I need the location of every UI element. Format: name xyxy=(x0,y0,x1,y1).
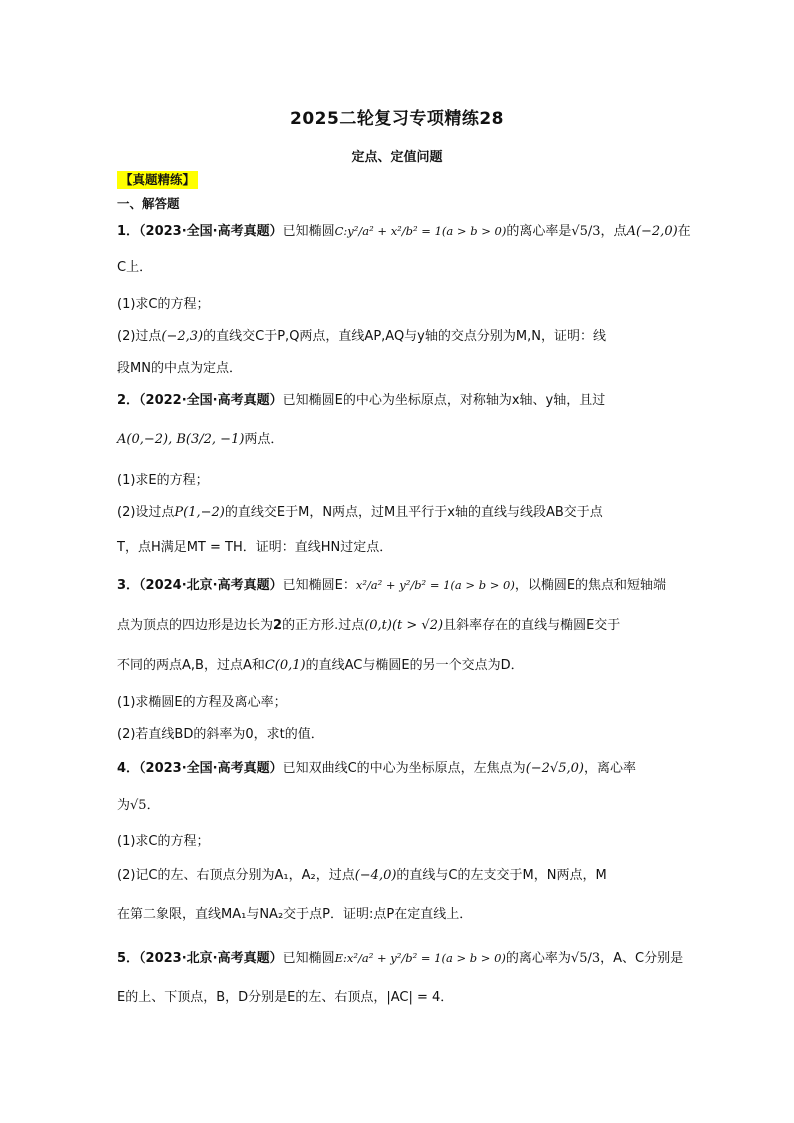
problem-3-question-2: (2)若直线BD的斜率为0，求t的值． xyxy=(117,727,324,742)
problem-4-line-1: 4．（2023·全国·高考真题）已知双曲线C的中心为坐标原点，左焦点为(−2√5,0)，离心率 xyxy=(117,761,636,776)
problem-number: 3． xyxy=(117,578,140,593)
problem-3-line-2: 点为顶点的四边形是边长为2的正方形.过点(0,t)(t > √2)且斜率存在的直线与椭圆E交于 xyxy=(117,618,621,633)
problem-source: （2023·北京·高考真题） xyxy=(139,951,283,966)
problem-1-question-2-cont: 段MN的中点为定点． xyxy=(117,361,242,376)
ellipse-equation: E:x²/a² + y²/b² = 1(a > b > 0) xyxy=(334,951,506,965)
problem-number: 1． xyxy=(117,224,140,239)
page-subtitle: 定点、定值问题 xyxy=(351,150,443,165)
problem-4-question-1: (1)求C的方程； xyxy=(117,834,210,849)
problem-2-question-2: (2)设过点P(1,−2)的直线交E于M，N两点，过M且平行于x轴的直线与线段AB交于点 xyxy=(117,505,603,520)
ellipse-equation: C:y²/a² + x²/b² = 1(a > b > 0) xyxy=(334,224,507,238)
problem-number: 2． xyxy=(117,393,140,408)
ellipse-equation: x²/a² + y²/b² = 1(a > b > 0) xyxy=(355,578,515,592)
problem-number: 5． xyxy=(117,951,140,966)
problem-4-question-2: (2)记C的左、右顶点分别为A₁，A₂，过点(−4,0)的直线与C的左支交于M，N两点，M xyxy=(117,868,607,883)
problem-3-question-1: (1)求椭圆E的方程及离心率； xyxy=(117,695,287,710)
problem-2-line-2: A(0,−2), B(3/2, −1)两点． xyxy=(117,432,284,447)
eccentricity: √5/3 xyxy=(570,951,601,966)
problem-3-line-1: 3．（2024·北京·高考真题）已知椭圆E：x²/a² + y²/b² = 1(a > b > 0)，以椭圆E的焦点和短轴端 xyxy=(117,578,667,593)
eccentricity: √5 xyxy=(130,798,147,813)
left-focus: (−2√5,0) xyxy=(525,761,584,776)
problem-4-line-2: 为√5． xyxy=(117,798,160,813)
problem-2-line-1: 2．（2022·全国·高考真题）已知椭圆E的中心为坐标原点，对称轴为x轴、y轴，且过 xyxy=(117,393,606,408)
problem-3-line-3: 不同的两点A,B，过点A和C(0,1)的直线AC与椭圆E的另一个交点为D． xyxy=(117,658,524,673)
problem-source: （2022·全国·高考真题） xyxy=(139,393,283,408)
problem-2-question-1: (1)求E的方程； xyxy=(117,473,209,488)
point-a: A(−2,0) xyxy=(626,224,678,239)
problem-source: （2023·全国·高考真题） xyxy=(139,761,283,776)
problem-1-question-2: (2)过点(−2,3)的直线交C于P,Q两点，直线AP,AQ与y轴的交点分别为M,N，证明：线 xyxy=(117,329,606,344)
problem-number: 4． xyxy=(117,761,140,776)
problem-source: （2024·北京·高考真题） xyxy=(139,578,283,593)
points-a-b: A(0,−2), B(3/2, −1) xyxy=(117,432,245,447)
problem-source: （2023·全国·高考真题） xyxy=(139,224,283,239)
problem-1-question-1: (1)求C的方程； xyxy=(117,297,210,312)
problem-1-line-1: 1．（2023·全国·高考真题）已知椭圆C:y²/a² + x²/b² = 1(a > b > 0)的离心率是√5/3，点A(−2,0)在 xyxy=(117,224,691,239)
problem-2-question-2-cont: T，点H满足MT = TH．证明：直线HN过定点． xyxy=(117,540,393,555)
section-tag: 【真题精练】 xyxy=(117,171,198,189)
problem-1-line-2: C上． xyxy=(117,260,153,275)
section-heading: 一、解答题 xyxy=(117,196,180,211)
page-title: 2025二轮复习专项精练28 xyxy=(290,109,504,129)
problem-4-question-2-cont: 在第二象限，直线MA₁与NA₂交于点P．证明:点P在定直线上． xyxy=(117,907,473,922)
eccentricity: √5/3 xyxy=(571,224,601,239)
problem-5-line-1: 5．（2023·北京·高考真题）已知椭圆E:x²/a² + y²/b² = 1(a > b > 0)的离心率为√5/3，A、C分别是 xyxy=(117,951,684,966)
problem-5-line-2: E的上、下顶点，B，D分别是E的左、右顶点，|AC| = 4． xyxy=(117,990,454,1005)
